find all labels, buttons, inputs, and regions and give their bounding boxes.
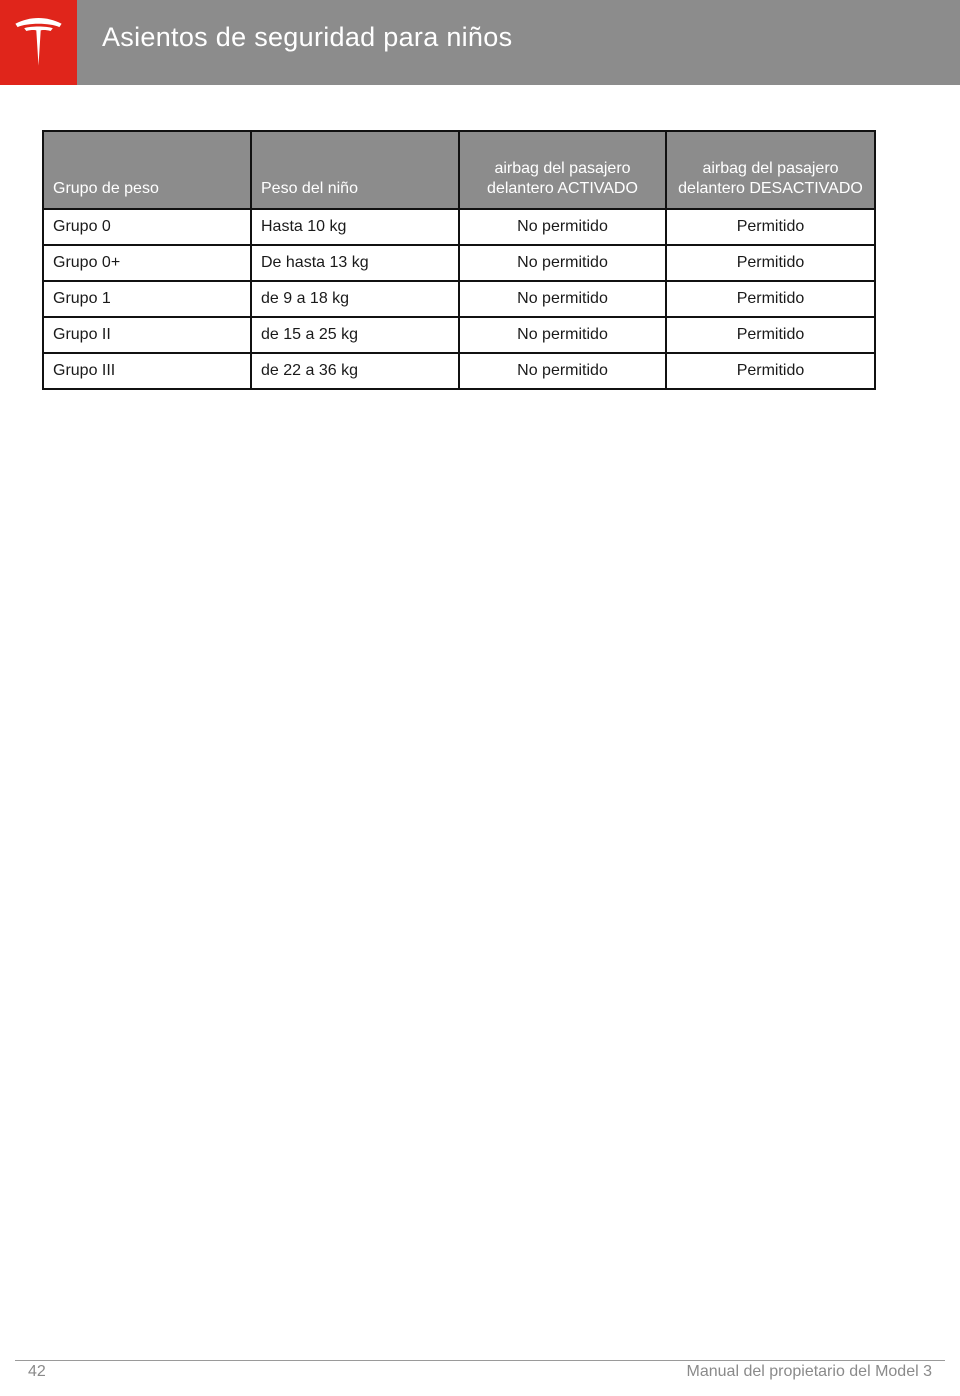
table-cell: Permitido — [666, 281, 875, 317]
table-cell: de 15 a 25 kg — [251, 317, 459, 353]
table-cell: Grupo III — [43, 353, 251, 389]
table-cell: Grupo 0 — [43, 209, 251, 245]
footer-divider — [15, 1360, 945, 1361]
page-header — [0, 0, 960, 85]
table-cell: Grupo II — [43, 317, 251, 353]
table-cell: Permitido — [666, 209, 875, 245]
table-row — [43, 317, 875, 353]
table-row — [43, 281, 875, 317]
column-header-airbag-off: airbag del pasajero delantero DESACTIVADO — [666, 131, 875, 209]
table-cell: Permitido — [666, 317, 875, 353]
brand-logo — [0, 0, 77, 85]
table-row — [43, 353, 875, 389]
child-seat-table — [42, 130, 876, 390]
column-header-weight-group: Grupo de peso — [43, 131, 251, 209]
table-cell: Hasta 10 kg — [251, 209, 459, 245]
table-cell: No permitido — [459, 281, 666, 317]
table-header-row — [43, 131, 875, 209]
column-header-child-weight: Peso del niño — [251, 131, 459, 209]
column-header-airbag-on: airbag del pasajero delantero ACTIVADO — [459, 131, 666, 209]
table-cell: No permitido — [459, 317, 666, 353]
table-cell: De hasta 13 kg — [251, 245, 459, 281]
table-cell: Grupo 1 — [43, 281, 251, 317]
page-title: Asientos de seguridad para niños — [102, 22, 513, 52]
table-cell: de 22 a 36 kg — [251, 353, 459, 389]
page-number: 42 — [28, 1363, 46, 1380]
table-cell: de 9 a 18 kg — [251, 281, 459, 317]
table-cell: No permitido — [459, 353, 666, 389]
table-row — [43, 245, 875, 281]
table-cell: No permitido — [459, 245, 666, 281]
table-cell: Permitido — [666, 353, 875, 389]
tesla-logo-icon — [11, 15, 66, 70]
table-cell: No permitido — [459, 209, 666, 245]
footer-manual-title: Manual del propietario del Model 3 — [686, 1363, 932, 1380]
table-cell: Grupo 0+ — [43, 245, 251, 281]
table-row — [43, 209, 875, 245]
table-cell: Permitido — [666, 245, 875, 281]
